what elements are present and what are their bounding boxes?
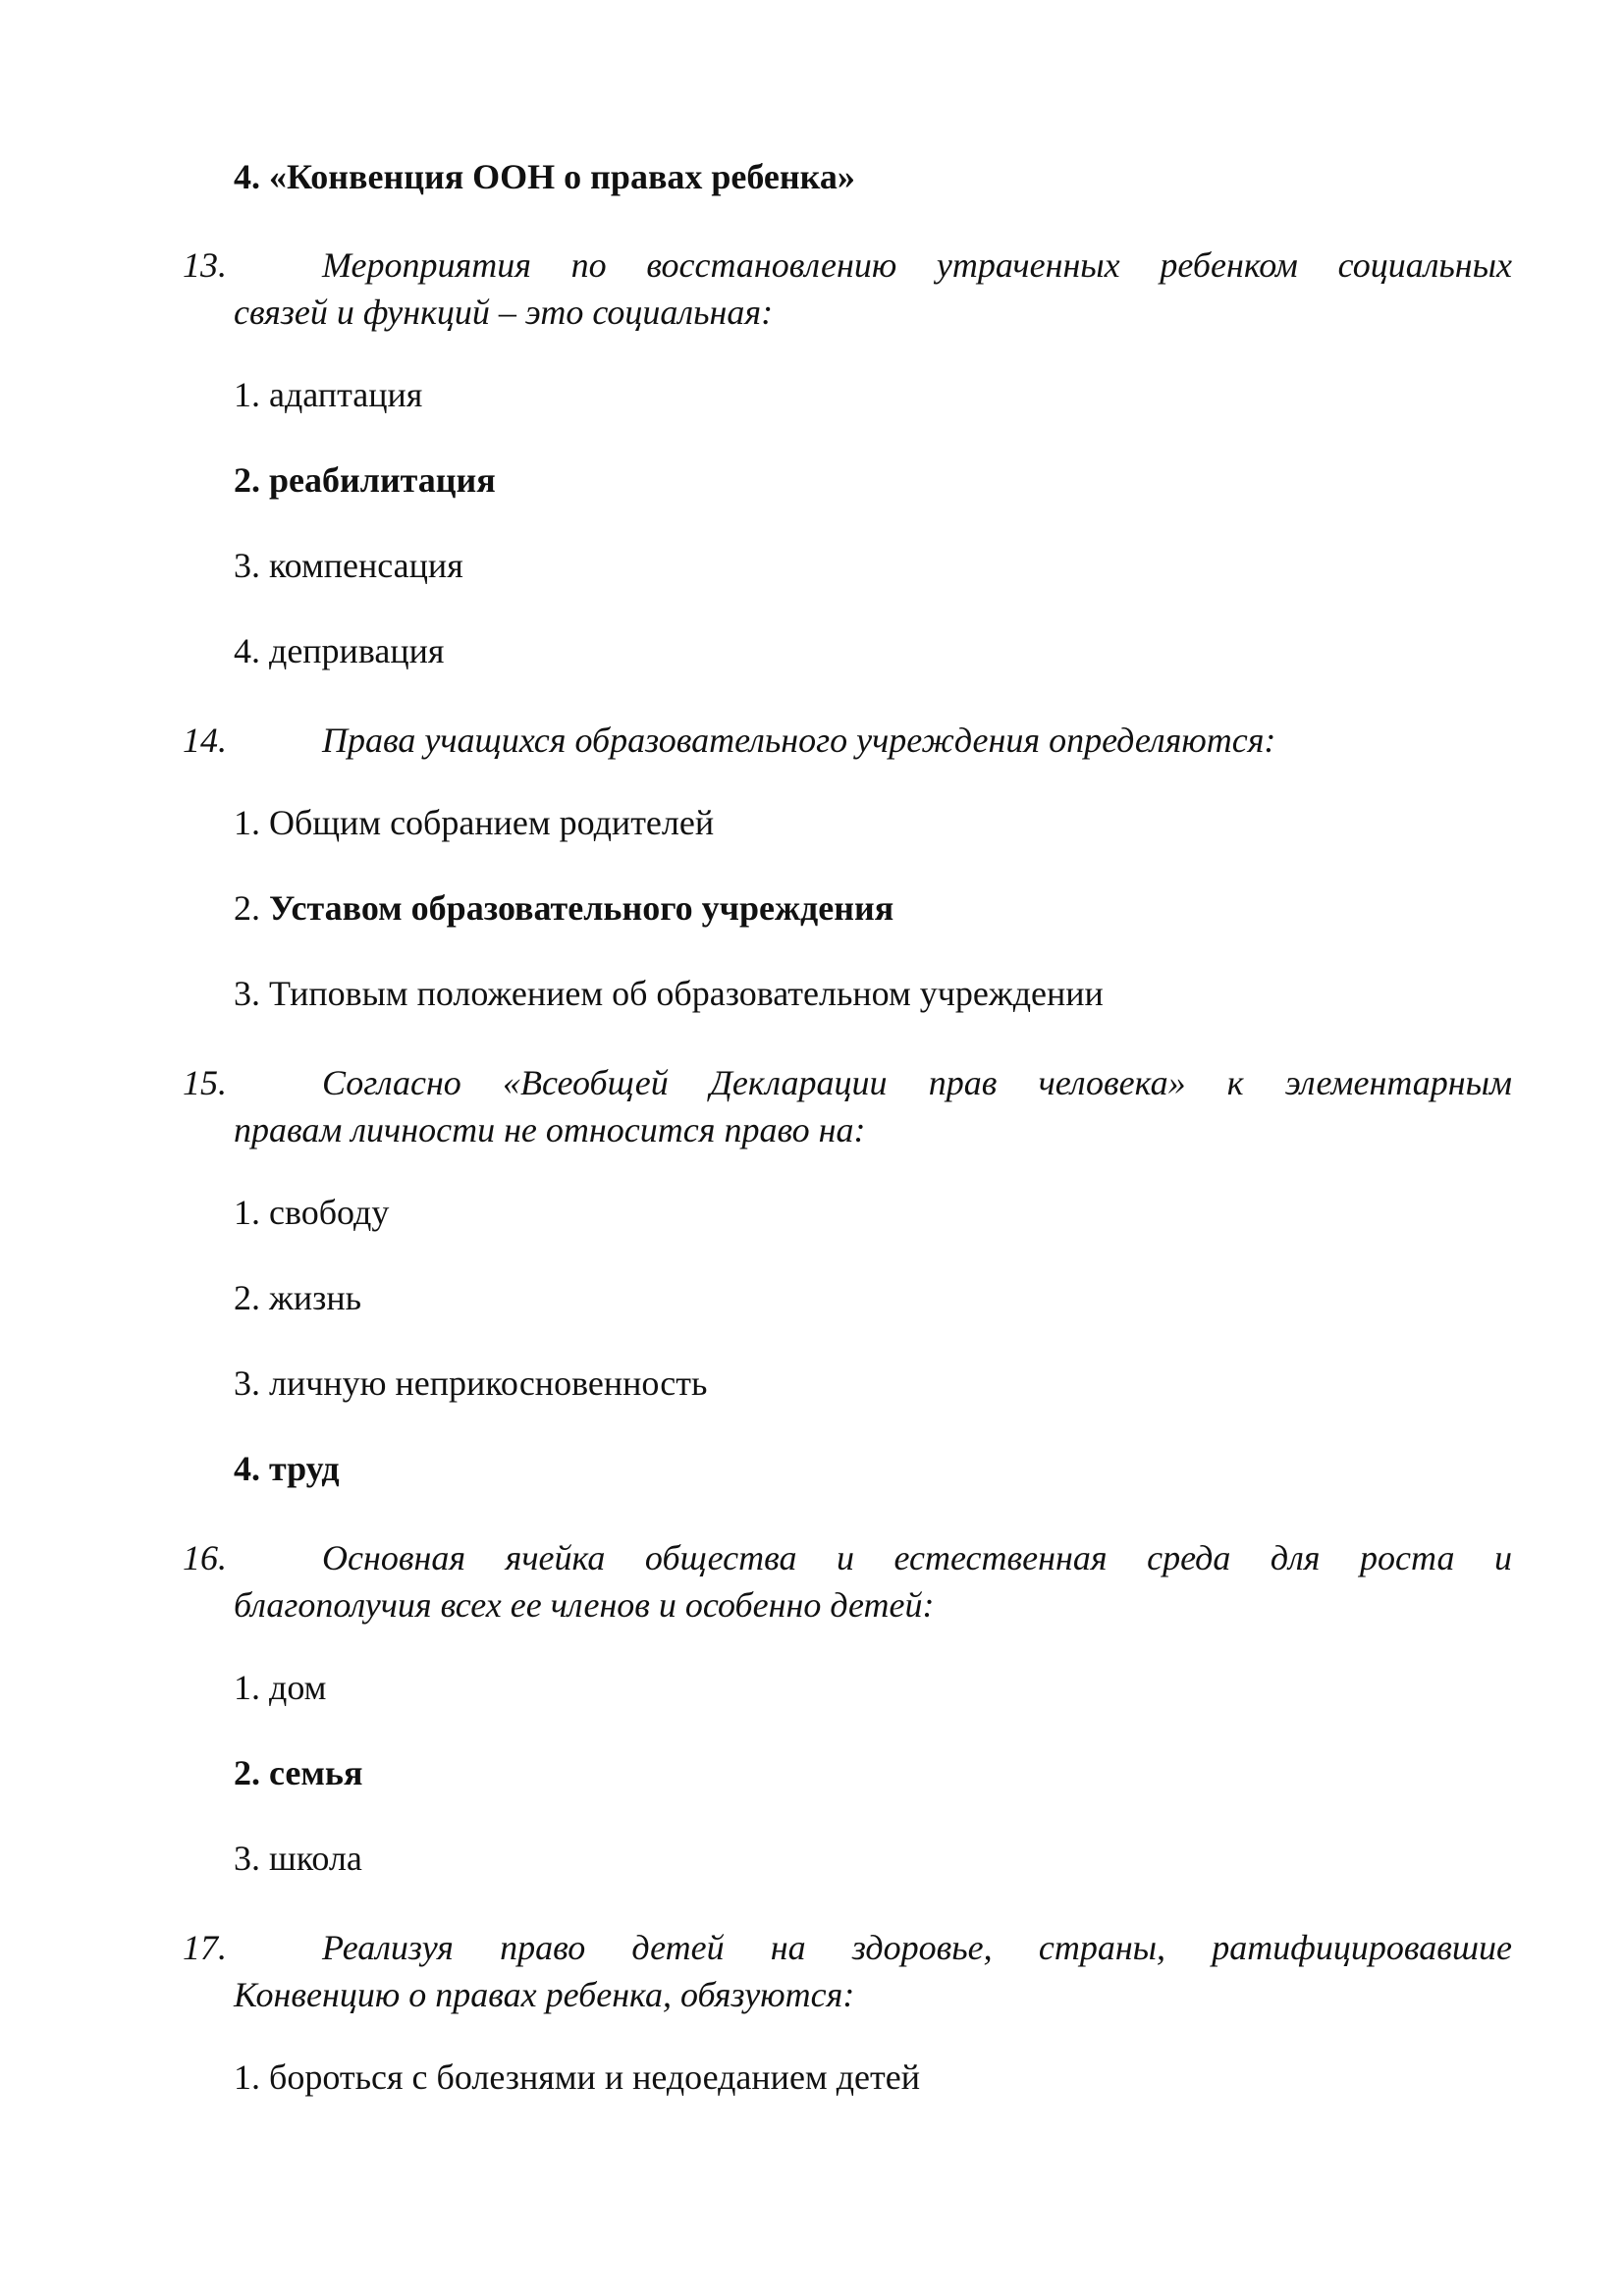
answer-option-text: 3. Типовым положением об образовательном учреждении <box>234 974 1104 1013</box>
answer-option <box>234 629 444 672</box>
answer-option-text: 2. жизнь <box>234 1278 362 1317</box>
answer-option-text: 3. компенсация <box>234 546 463 585</box>
answer-option-text: 1. бороться с болезнями и недоеданием детей <box>234 2057 920 2097</box>
question-text: Права учащихся образовательного учреждения определяются: <box>322 721 1276 760</box>
answer-option <box>234 1751 362 1794</box>
answer-option <box>234 1191 389 1234</box>
answer-option <box>234 2056 920 2099</box>
question-text-continued: связей и функций – это социальная: <box>234 293 774 332</box>
answer-option <box>234 1276 361 1319</box>
answer-option <box>234 1837 362 1880</box>
answer-option-text-bold: Уставом образовательного учреждения <box>269 888 894 928</box>
question-15 <box>183 1059 1512 1153</box>
answer-option <box>234 1666 326 1709</box>
answer-option-text: 2. <box>234 888 269 928</box>
question-text-continued: правам личности не относится право на: <box>234 1110 866 1149</box>
question-16 <box>183 1534 1512 1629</box>
question-number: 17. <box>183 1928 227 1967</box>
answer-option-text: 4. «Конвенция ООН о правах ребенка» <box>234 157 855 196</box>
answer-option <box>234 155 855 198</box>
question-number: 14. <box>183 721 227 760</box>
question-text: Реализуя право детей на здоровье, страны, ратифицировавшие <box>322 1928 1512 1967</box>
answer-option-text: 4. труд <box>234 1449 340 1488</box>
question-number: 15. <box>183 1063 227 1102</box>
answer-option-text: 2. семья <box>234 1753 363 1792</box>
answer-option-text: 4. депривация <box>234 631 445 670</box>
question-17 <box>183 1924 1512 2018</box>
answer-option-text: 3. личную неприкосновенность <box>234 1363 708 1403</box>
answer-option <box>234 972 1104 1015</box>
answer-option-text: 3. школа <box>234 1839 362 1878</box>
answer-option-text: 1. Общим собранием родителей <box>234 803 715 842</box>
answer-option <box>234 544 463 587</box>
question-13 <box>183 241 1512 336</box>
answer-option-text: 2. реабилитация <box>234 460 496 500</box>
answer-option <box>234 1362 707 1405</box>
answer-option-text: 1. дом <box>234 1668 327 1707</box>
question-number: 13. <box>183 245 227 285</box>
question-text-continued: благополучия всех ее членов и особенно детей: <box>234 1585 935 1625</box>
answer-option <box>234 458 496 502</box>
question-14 <box>183 717 1512 764</box>
question-number: 16. <box>183 1538 227 1577</box>
answer-option <box>234 1447 340 1490</box>
answer-option <box>234 801 714 844</box>
answer-option-text: 1. свободу <box>234 1193 390 1232</box>
question-text: Согласно «Всеобщей Декларации прав человека» к элементарным <box>322 1063 1512 1102</box>
question-text-continued: Конвенцию о правах ребенка, обязуются: <box>234 1975 855 2014</box>
answer-option-text: 1. адаптация <box>234 375 423 414</box>
question-text: Мероприятия по восстановлению утраченных ребенком социальных <box>322 245 1512 285</box>
question-text: Основная ячейка общества и естественная среда для роста и <box>322 1538 1512 1577</box>
answer-option <box>234 373 422 416</box>
answer-option <box>234 886 893 930</box>
